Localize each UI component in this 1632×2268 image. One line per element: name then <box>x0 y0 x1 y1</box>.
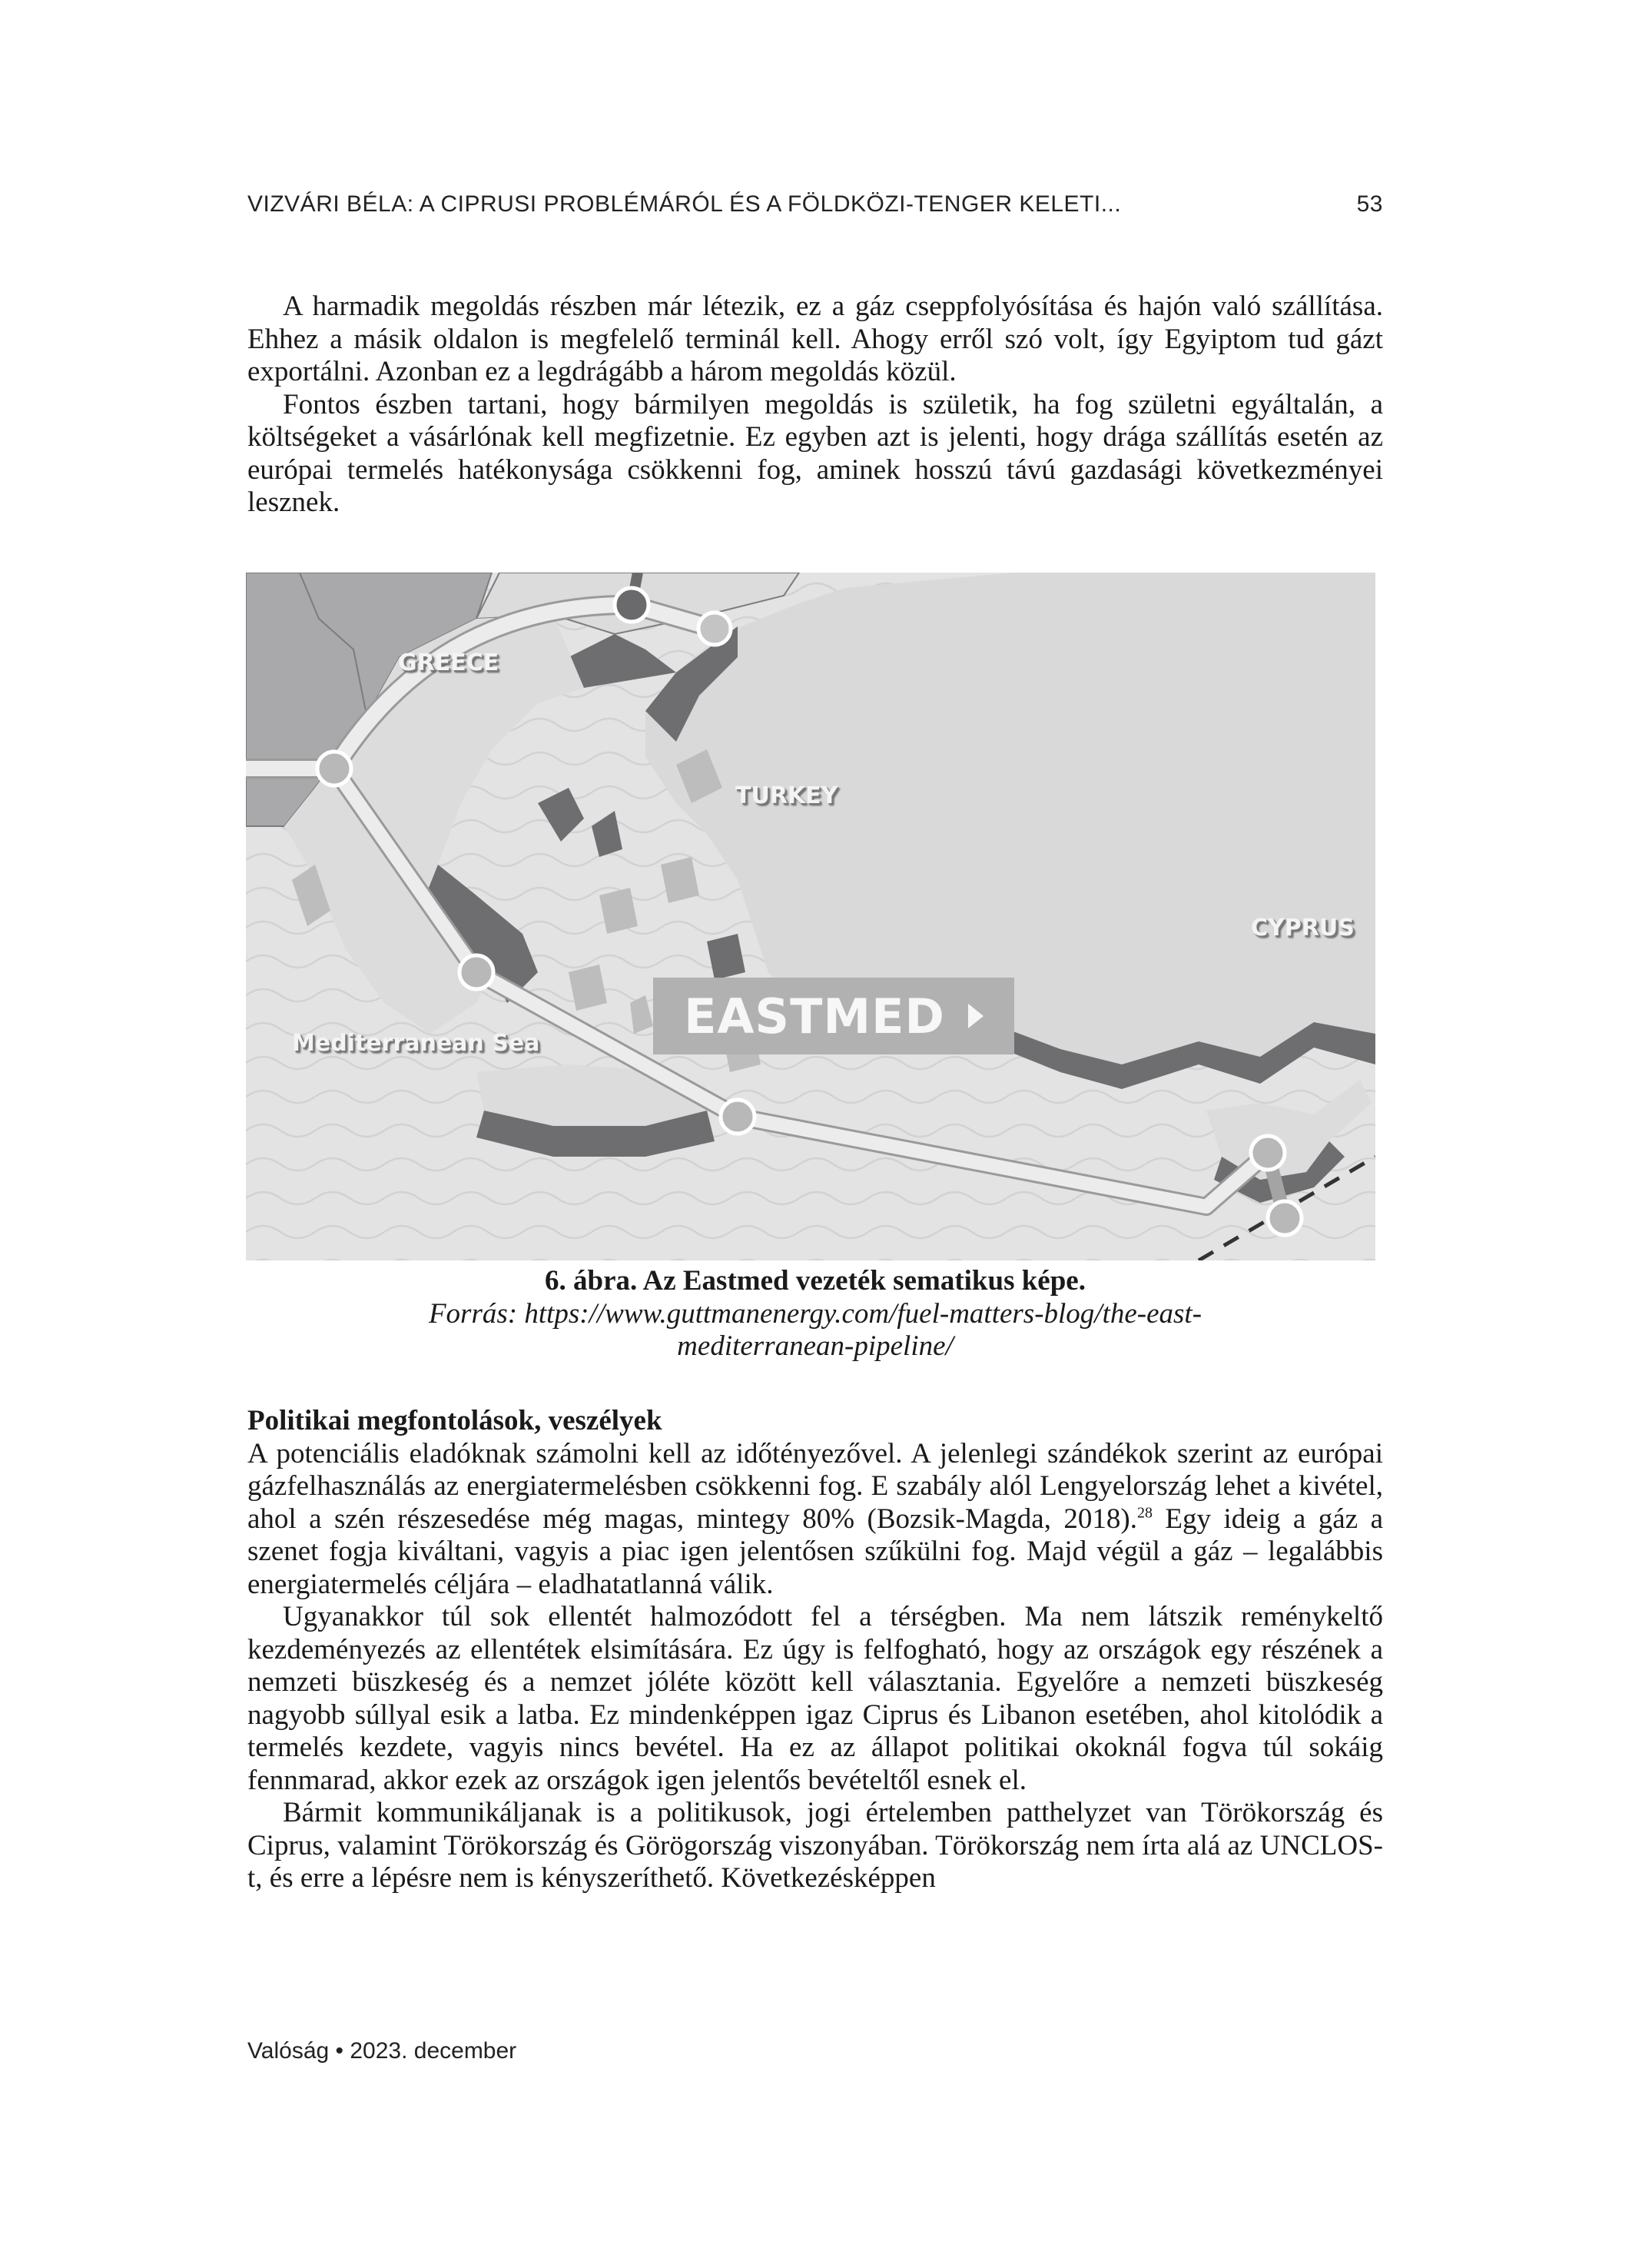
paragraph-text: A potenciális eladóknak számolni kell az időtényezővel. A jelenlegi szándékok szerint az európai gázfelhasználás az energiatermelésben csökkenni fog. E szabály alól Lengyelország lehet a kivétel, ahol a szén részesedése még magas, mintegy 80% (Bozsik-Magda, 2018). <box>247 1437 1383 1535</box>
footnote-marker: 28 <box>1136 1504 1153 1522</box>
page-footer: Valóság • 2023. december <box>247 2038 517 2064</box>
eastmed-label: EASTMED <box>684 988 945 1044</box>
running-header <box>247 189 1383 220</box>
section-heading: Politikai megfontolások, veszélyek <box>247 1405 662 1436</box>
paragraph: Fontos észben tartani, hogy bármilyen megoldás is születik, ha fog születni egyáltalán, a költségeket a vásárlónak kell megfizetnie. Ez egyben azt is jelenti, hogy drága szállítás esetén az európai termelés hatékonysága csökkenni fog, aminek hosszú távú gazdasági következményei lesznek. <box>247 388 1383 518</box>
running-title: VIZVÁRI BÉLA: A CIPRUSI PROBLÉMÁRÓL ÉS A FÖLDKÖZI-TENGER KELETI... <box>247 191 1122 217</box>
map-label-greece: GREECE <box>398 649 499 676</box>
paragraph: A harmadik megoldás részben már létezik, ez a gáz cseppfolyósítása és hajón való szállítása. Ehhez a másik oldalon is megfelelő terminál kell. Ahogy erről szó volt, így Egyiptom tud gázt exportálni. Azonban ez a legdrágább a három megoldás közül. <box>247 291 1383 387</box>
caption-source-line1: Forrás: https://www.guttmanenergy.com/fuel-matters-blog/the-east- <box>428 1297 1202 1330</box>
eastmed-map-figure <box>246 573 1375 1260</box>
eastmed-banner <box>653 978 1014 1054</box>
paragraph-text: Egy ideig a gáz a szenet fogja kiváltani, vagyis a piac igen jelentősen szűkülni fog. Majd végül a gáz – legalábbis energiatermelés céljára – eladhatatlanná válik. <box>247 1503 1383 1600</box>
map-label-mediterranean-sea: Mediterranean Sea <box>292 1030 540 1057</box>
page-number: 53 <box>1356 191 1383 217</box>
paragraph: Ugyanakkor túl sok ellentét halmozódott fel a térségben. Ma nem látszik reménykeltő kezdeményezés az ellentétek elsimítására. Ez úgy is felfogható, hogy az országok egy részének a nemzeti büszkeség és a nemzet jóléte között kell választania. Egyelőre a nemzeti büszkeség nagyobb súllyal esik a latba. Ez mindenképpen igaz Ciprus és Libanon esetében, ahol kitolódik a termelés kezdete, vagyis nincs bevétel. Ha ez az állapot politikai okoknál fogva túl sokáig fennmarad, akkor ezek az országok igen jelentős bevételtől esnek el. <box>247 1601 1383 1796</box>
caption-title: 6. ábra. Az Eastmed vezeték sematikus képe. <box>545 1265 1086 1297</box>
play-triangle-icon <box>968 1004 984 1028</box>
intro-text <box>247 291 1383 520</box>
map-label-turkey: TURKEY <box>735 782 838 809</box>
map-label-cyprus: CYPRUS <box>1251 915 1355 941</box>
figure-caption <box>247 1265 1383 1363</box>
caption-source-line2: mediterranean-pipeline/ <box>677 1330 954 1362</box>
paragraph: Bármit kommunikáljanak is a politikusok, jogi értelemben patthelyzet van Törökország és Ciprus, valamint Törökország és Görögország viszonyában. Törökország nem írta alá az UNCLOS-t, és erre a lépésre nem is kényszeríthető. Következésképpen <box>247 1797 1383 1894</box>
section-political-considerations <box>247 1405 1383 1895</box>
paragraph <box>247 1438 1383 1602</box>
